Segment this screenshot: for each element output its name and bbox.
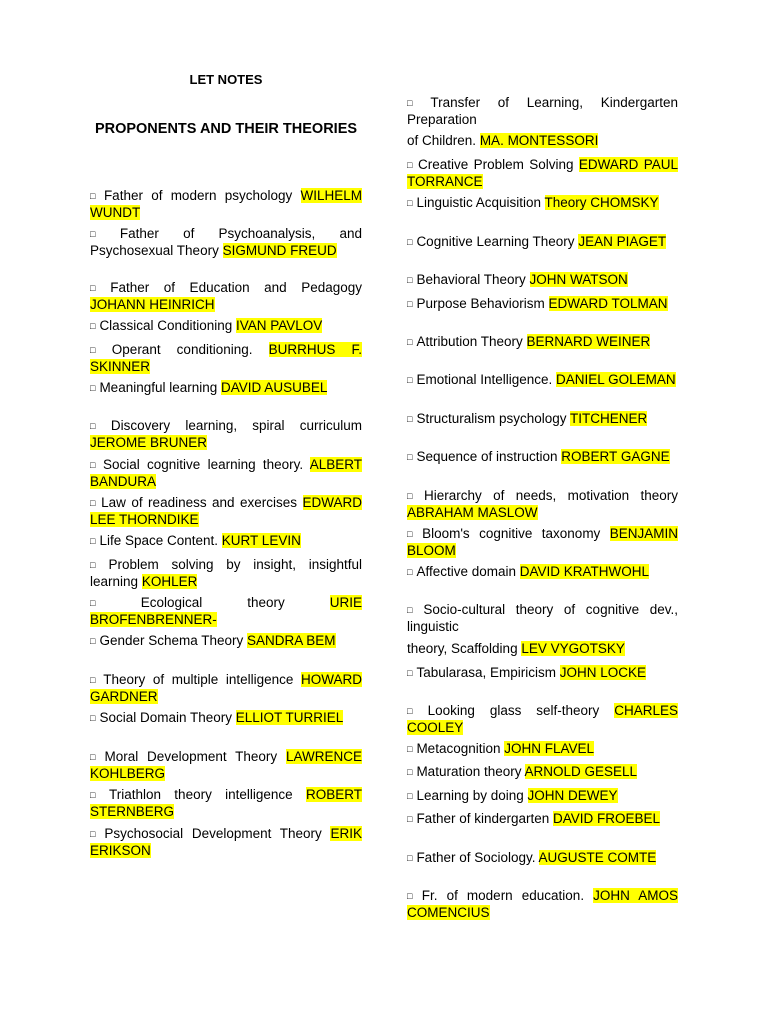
theory-entry (407, 195, 678, 212)
checkbox-bullet-icon: □ (90, 229, 116, 239)
theory-entry (407, 564, 678, 581)
theory-entry (90, 318, 362, 335)
theory-entry (90, 672, 362, 704)
checkbox-bullet-icon: □ (90, 283, 107, 293)
theory-entry (407, 888, 678, 920)
theory-description: Structuralism psychology (416, 411, 567, 426)
proponent-name: JOHN FLAVEL (504, 741, 595, 756)
proponent-name: JEROME BRUNER (90, 434, 208, 450)
theory-entry (407, 372, 678, 389)
proponent-name: JOHN WATSON (529, 272, 628, 287)
checkbox-bullet-icon: □ (407, 237, 413, 247)
theory-entry (90, 418, 362, 450)
checkbox-bullet-icon: □ (407, 791, 413, 801)
proponent-name: DAVID AUSUBEL (221, 380, 328, 395)
theory-description: Metacognition (416, 741, 501, 756)
theory-entry (407, 296, 678, 313)
theory-description: Moral Development Theory (104, 749, 278, 764)
proponent-name: JOHN AMOS COMENCIUS (407, 888, 678, 920)
proponent-name: CHARLES COOLEY (407, 703, 678, 735)
proponent-name: ALBERT BANDURA (90, 457, 362, 489)
proponent-name: ABRAHAM MASLOW (407, 504, 538, 520)
checkbox-bullet-icon: □ (407, 160, 415, 170)
theory-entry (407, 850, 678, 867)
theory-entry (90, 342, 362, 374)
theory-description: Operant conditioning. (111, 342, 253, 357)
theory-description: Meaningful learning (99, 380, 218, 395)
document-title: LET NOTES (189, 72, 263, 87)
theory-entry (407, 764, 678, 781)
proponent-name: MA. MONTESSORI (479, 133, 599, 148)
theory-description: Psychosocial Development Theory (104, 826, 322, 841)
proponent-name: KOHLER (141, 573, 198, 589)
checkbox-bullet-icon: □ (407, 605, 420, 615)
theory-description: Triathlon theory intelligence (108, 787, 293, 802)
proponent-name: ERIK ERIKSON (90, 826, 362, 858)
theory-description: theory, Scaffolding (407, 641, 518, 656)
section-heading: PROPONENTS AND THEIR THEORIES (94, 121, 358, 137)
proponent-name: DANIEL GOLEMAN (556, 372, 676, 387)
checkbox-bullet-icon: □ (407, 414, 413, 424)
theory-entry (407, 133, 678, 149)
theory-description: Problem solving by insight, insightful learning (90, 557, 363, 589)
theory-description: Looking glass self-theory (427, 703, 600, 718)
theory-entry (90, 826, 362, 858)
checkbox-bullet-icon: □ (407, 567, 413, 577)
theory-description: Law of readiness and exercises (101, 495, 298, 510)
proponent-name: HOWARD GARDNER (90, 672, 362, 704)
proponent-name: JOHN LOCKE (559, 665, 647, 680)
theory-entry (407, 602, 678, 634)
checkbox-bullet-icon: □ (407, 275, 413, 285)
theory-entry (407, 526, 678, 558)
checkbox-bullet-icon: □ (407, 814, 413, 824)
theory-entry (90, 495, 362, 527)
theory-description: Tabularasa, Empiricism (416, 665, 556, 680)
theory-entry (407, 741, 678, 758)
theory-description: Linguistic Acquisition (416, 195, 542, 210)
theory-description: Behavioral Theory (416, 272, 526, 287)
proponent-name: TITCHENER (570, 411, 648, 426)
checkbox-bullet-icon: □ (407, 767, 413, 777)
checkbox-bullet-icon: □ (90, 675, 100, 685)
theory-description: Theory of multiple intelligence (103, 672, 294, 687)
checkbox-bullet-icon: □ (407, 491, 421, 501)
theory-entry (407, 811, 678, 828)
proponent-name: ELLIOT TURRIEL (235, 710, 344, 725)
theory-description: Father of Sociology. (416, 850, 536, 865)
checkbox-bullet-icon: □ (407, 891, 418, 901)
theory-entry (90, 226, 362, 258)
theory-entry (90, 188, 362, 220)
theory-entry (407, 157, 678, 189)
proponent-name: LEV VYGOTSKY (521, 641, 625, 656)
theory-entry (407, 234, 678, 251)
theory-description: Father of kindergarten (416, 811, 550, 826)
proponent-name: JOHANN HEINRICH (90, 296, 215, 312)
theory-description: Emotional Intelligence. (416, 372, 553, 387)
proponent-name: DAVID KRATHWOHL (519, 564, 650, 579)
checkbox-bullet-icon: □ (407, 853, 413, 863)
theory-entry (407, 641, 678, 657)
checkbox-bullet-icon: □ (407, 452, 413, 462)
proponent-name: EDWARD LEE THORNDIKE (90, 495, 362, 527)
proponent-name: IVAN PAVLOV (236, 318, 323, 333)
proponent-name: Theory CHOMSKY (544, 195, 659, 210)
checkbox-bullet-icon: □ (90, 536, 96, 546)
checkbox-bullet-icon: □ (407, 668, 413, 678)
theory-description: Bloom's cognitive taxonomy (422, 526, 601, 541)
theory-entry (90, 280, 362, 312)
theory-description: Classical Conditioning (99, 318, 233, 333)
theory-entry (407, 703, 678, 735)
proponent-name: SIGMUND FREUD (222, 242, 337, 258)
theory-entry (90, 557, 362, 589)
theory-entry (90, 380, 362, 397)
proponent-name: URIE BROFENBRENNER- (90, 595, 362, 627)
checkbox-bullet-icon: □ (90, 752, 101, 762)
checkbox-bullet-icon: □ (90, 321, 96, 331)
proponent-name: ROBERT GAGNE (561, 449, 670, 464)
proponent-name: BENJAMIN BLOOM (407, 526, 678, 558)
theory-description: Father of Psychoanalysis, and Psychosexual Theory (90, 226, 362, 258)
theory-description: Social Domain Theory (99, 710, 232, 725)
proponent-name: SANDRA BEM (247, 633, 336, 648)
proponent-name: BERNARD WEINER (526, 334, 651, 349)
theory-description: Sequence of instruction (416, 449, 558, 464)
proponent-name: AUGUSTE COMTE (538, 850, 657, 865)
checkbox-bullet-icon: □ (90, 421, 107, 431)
checkbox-bullet-icon: □ (90, 191, 100, 201)
proponent-name: BURRHUS F. SKINNER (90, 342, 362, 374)
proponent-name: KURT LEVIN (221, 533, 301, 548)
checkbox-bullet-icon: □ (407, 529, 419, 539)
theory-entry (90, 457, 362, 489)
theory-description: Creative Problem Solving (418, 157, 574, 172)
theory-entry (407, 95, 678, 127)
checkbox-bullet-icon: □ (90, 460, 99, 470)
theory-description: Gender Schema Theory (99, 633, 244, 648)
proponent-name: JEAN PIAGET (578, 234, 667, 249)
theory-description: Hierarchy of needs, motivation theory (424, 488, 679, 503)
proponent-name: ARNOLD GESELL (524, 764, 638, 779)
checkbox-bullet-icon: □ (407, 744, 413, 754)
theory-description: of Children. (407, 133, 477, 148)
checkbox-bullet-icon: □ (90, 713, 96, 723)
checkbox-bullet-icon: □ (90, 345, 108, 355)
theory-entry (407, 449, 678, 466)
theory-entry (90, 633, 362, 650)
theory-description: Father of Education and Pedagogy (110, 280, 362, 295)
theory-description: Ecological theory (140, 595, 285, 610)
checkbox-bullet-icon: □ (90, 383, 96, 393)
theory-description: Social cognitive learning theory. (102, 457, 304, 472)
checkbox-bullet-icon: □ (407, 337, 413, 347)
proponent-name: ROBERT STERNBERG (90, 787, 362, 819)
theory-entry (407, 272, 678, 289)
checkbox-bullet-icon: □ (407, 299, 413, 309)
theory-description: Attribution Theory (416, 334, 523, 349)
theory-entry (90, 533, 362, 550)
proponent-name: DAVID FROEBEL (553, 811, 661, 826)
checkbox-bullet-icon: □ (90, 498, 98, 508)
checkbox-bullet-icon: □ (407, 375, 413, 385)
checkbox-bullet-icon: □ (90, 636, 96, 646)
proponent-name: EDWARD PAUL TORRANCE (407, 157, 678, 189)
theory-entry (407, 488, 678, 520)
proponent-name: WILHELM WUNDT (90, 188, 363, 220)
theory-description: Fr. of modern education. (421, 888, 585, 903)
proponent-name: LAWRENCE KOHLBERG (90, 749, 363, 781)
theory-description: Transfer of Learning, Kindergarten Preparation (407, 95, 678, 127)
checkbox-bullet-icon: □ (90, 790, 105, 800)
theory-entry (90, 595, 362, 627)
theory-entry (90, 749, 362, 781)
checkbox-bullet-icon: □ (407, 198, 413, 208)
theory-entry (407, 788, 678, 805)
checkbox-bullet-icon: □ (407, 98, 427, 108)
proponent-name: EDWARD TOLMAN (548, 296, 668, 311)
theory-entry (407, 665, 678, 682)
theory-description: Cognitive Learning Theory (416, 234, 575, 249)
checkbox-bullet-icon: □ (90, 829, 101, 839)
proponent-name: JOHN DEWEY (527, 788, 618, 803)
theory-entry (90, 787, 362, 819)
theory-entry (407, 411, 678, 428)
theory-description: Discovery learning, spiral curriculum (110, 418, 362, 433)
theory-entry (407, 334, 678, 351)
theory-description: Learning by doing (416, 788, 524, 803)
theory-description: Purpose Behaviorism (416, 296, 545, 311)
checkbox-bullet-icon: □ (90, 598, 137, 608)
theory-description: Maturation theory (416, 764, 522, 779)
theory-description: Life Space Content. (99, 533, 219, 548)
theory-description: Father of modern psychology (103, 188, 293, 203)
theory-description: Affective domain (416, 564, 516, 579)
checkbox-bullet-icon: □ (90, 560, 105, 570)
theory-entry (90, 710, 362, 727)
checkbox-bullet-icon: □ (407, 706, 424, 716)
theory-description: Socio-cultural theory of cognitive dev., linguistic (407, 602, 678, 634)
